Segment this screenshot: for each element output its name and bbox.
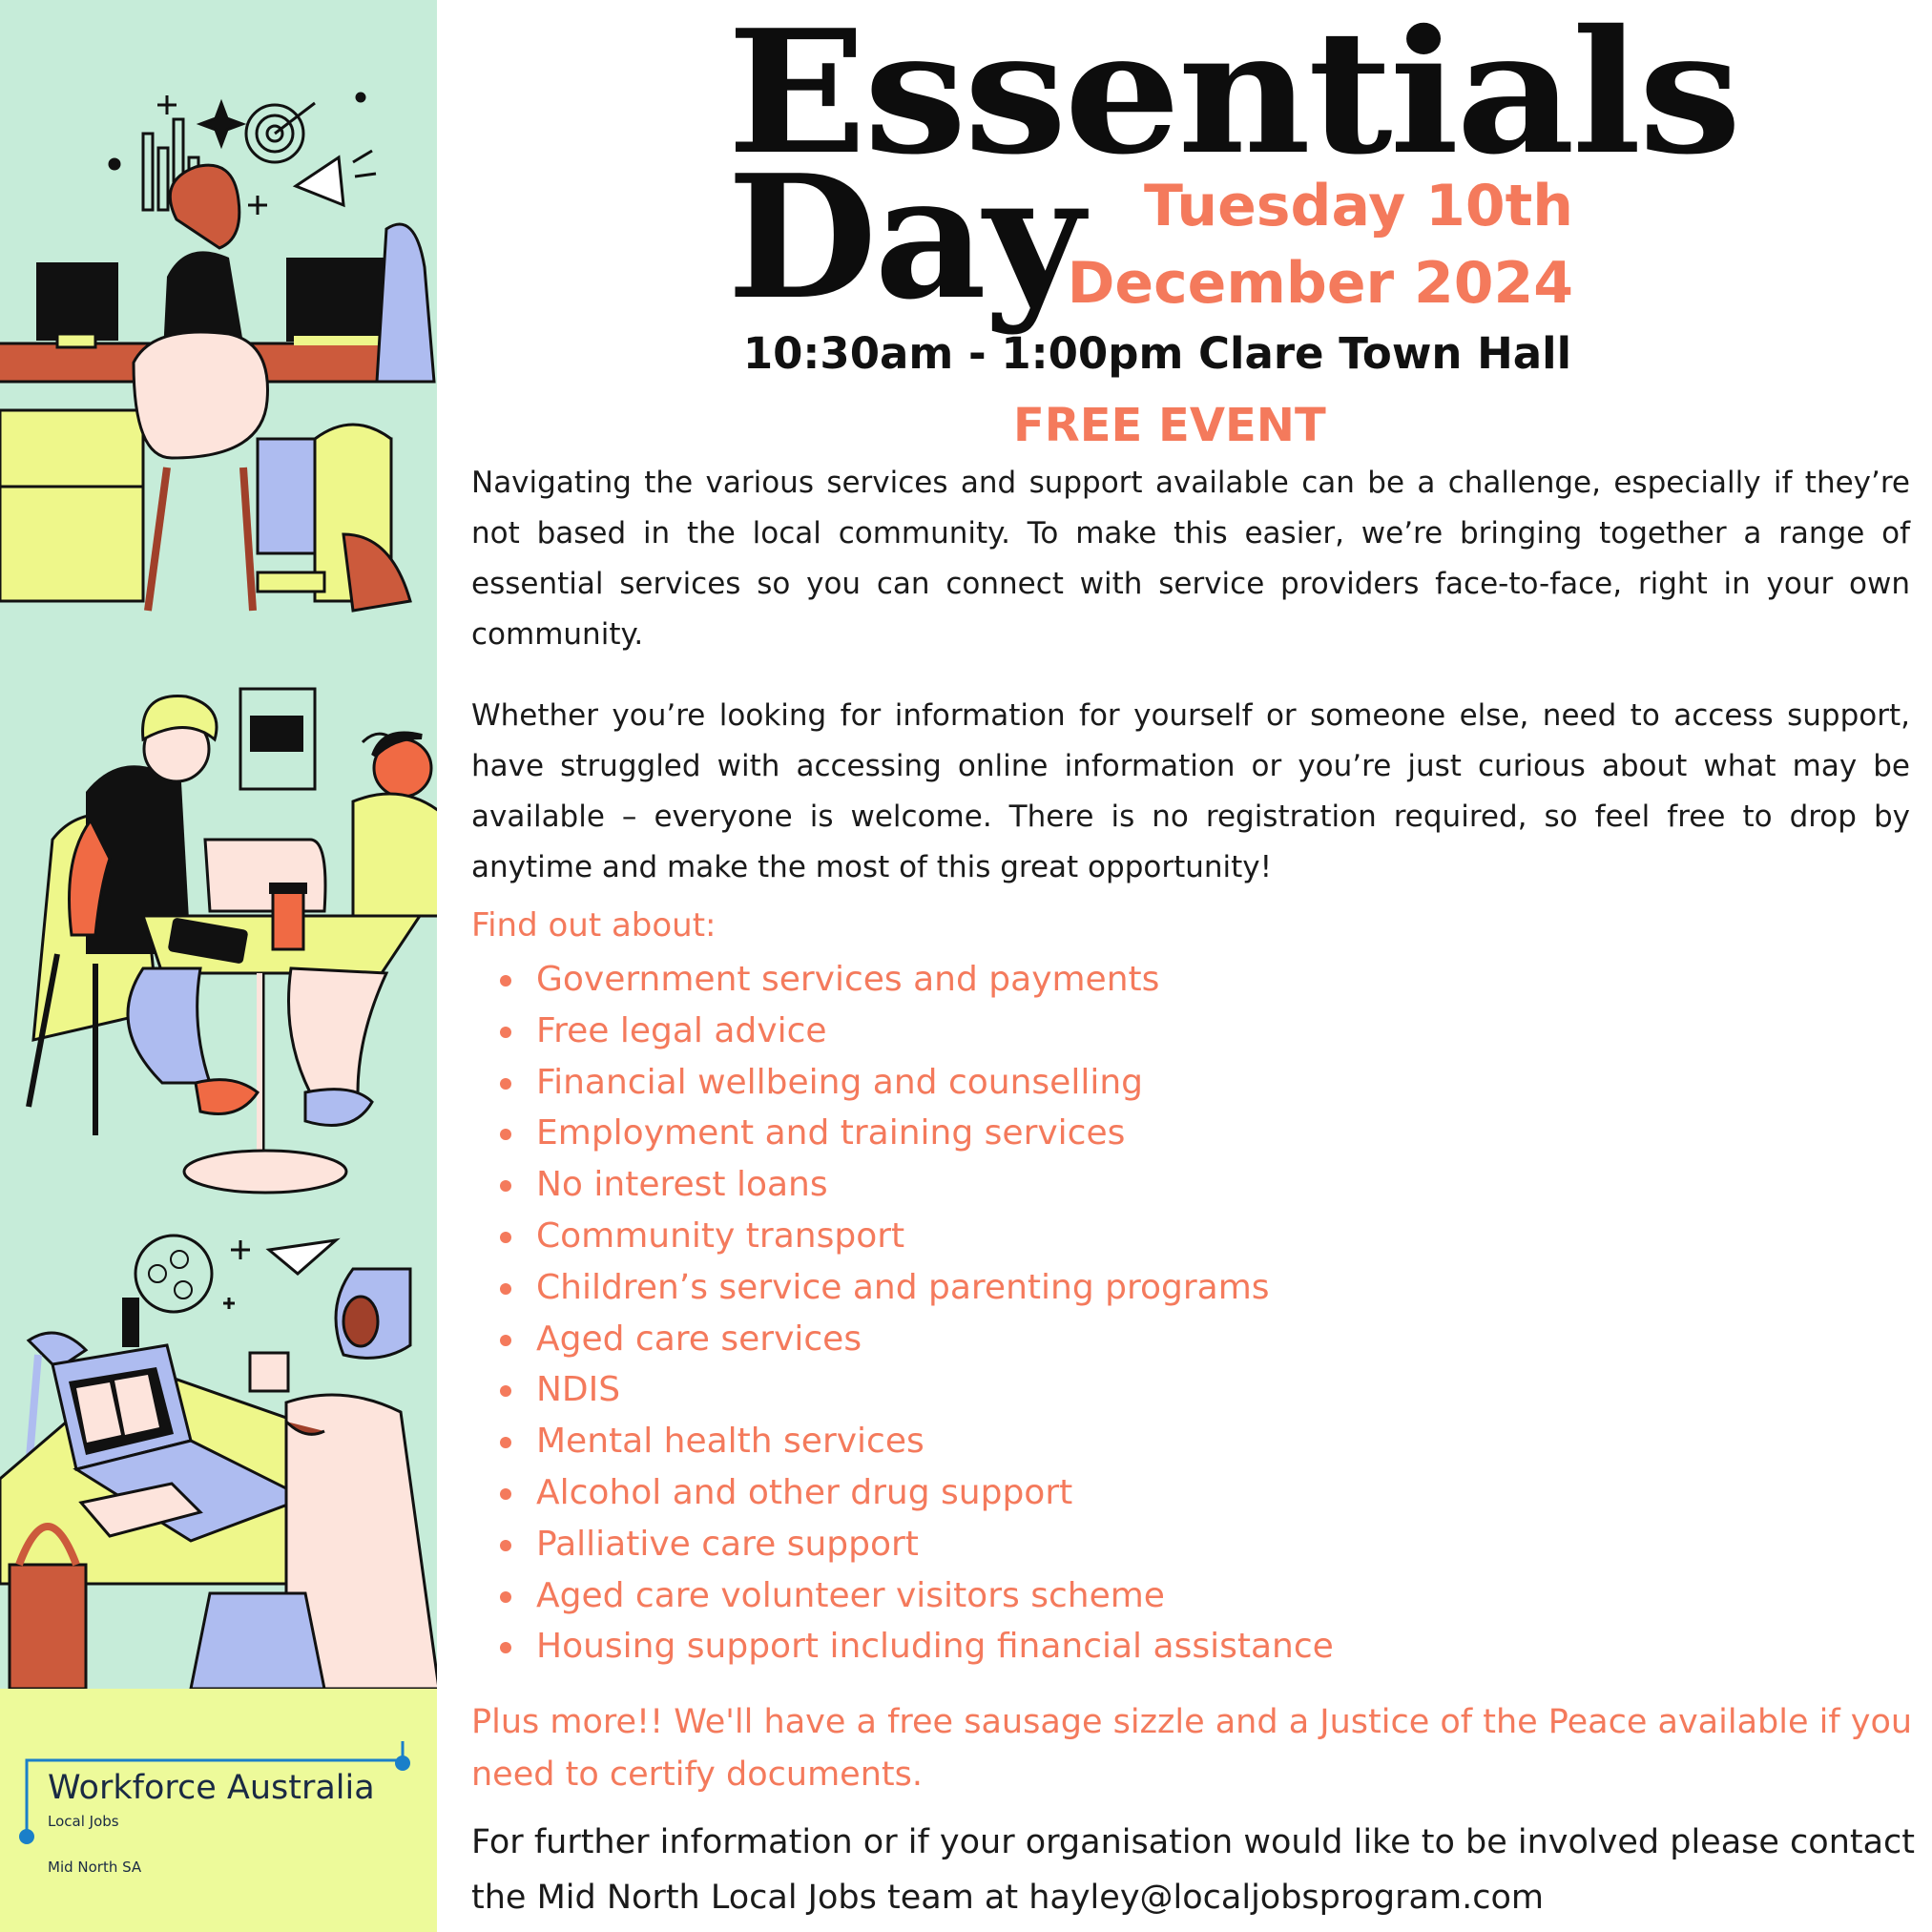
list-item: Aged care services xyxy=(498,1314,1334,1365)
list-item: Free legal advice xyxy=(498,1006,1334,1057)
logo-subtitle: Local Jobs xyxy=(48,1813,119,1830)
services-list xyxy=(498,954,1334,1672)
illustration-panel xyxy=(0,0,437,1932)
list-item: Aged care volunteer visitors scheme xyxy=(498,1570,1334,1622)
find-out-heading: Find out about: xyxy=(471,906,717,945)
title-line-1: Essentials xyxy=(727,0,1739,192)
logo-name: Workforce Australia xyxy=(48,1769,375,1807)
list-item: Mental health services xyxy=(498,1416,1334,1467)
plus-more-paragraph: Plus more!! We'll have a free sausage sizzle and a Justice of the Peace available if you need to certify documents. xyxy=(471,1703,1913,1794)
list-item: Children’s service and parenting programs xyxy=(498,1262,1334,1314)
intro-paragraph: Navigating the various services and support available can be a challenge, especially if they’re not based in the local community. To make this easier, we’re bringing together a range of essential services so you can connect with service providers face-to-face, right in your own community. xyxy=(471,466,1910,652)
workforce-australia-logo-mark xyxy=(0,0,437,1932)
time-and-location: 10:30am - 1:00pm Clare Town Hall xyxy=(742,328,1571,379)
list-item: Housing support including financial assistance xyxy=(498,1621,1334,1672)
list-item: Financial wellbeing and counselling xyxy=(498,1057,1334,1109)
list-item: Community transport xyxy=(498,1211,1334,1262)
contact-paragraph: For further information or if your organisation would like to be involved please contact the Mid North Local Jobs team at hayley@localjobsprogram.com xyxy=(471,1823,1916,1917)
title-line-2: Day xyxy=(727,137,1082,337)
welcome-paragraph: Whether you’re looking for information for yourself or someone else, need to access support, have struggled with accessing online information or you’re just curious about what may be available – everyone is welcome. There is no registration required, so feel free to drop by anytime and make the most of this great opportunity! xyxy=(471,698,1910,884)
list-item: NDIS xyxy=(498,1364,1334,1416)
logo-region: Mid North SA xyxy=(48,1859,142,1876)
list-item: No interest loans xyxy=(498,1159,1334,1211)
list-item: Alcohol and other drug support xyxy=(498,1467,1334,1519)
date-line-2: December 2024 xyxy=(1067,250,1573,317)
free-event-label: FREE EVENT xyxy=(1013,399,1326,452)
date-line-1: Tuesday 10th xyxy=(1144,173,1573,239)
list-item: Employment and training services xyxy=(498,1108,1334,1159)
list-item: Palliative care support xyxy=(498,1519,1334,1570)
list-item: Government services and payments xyxy=(498,954,1334,1006)
